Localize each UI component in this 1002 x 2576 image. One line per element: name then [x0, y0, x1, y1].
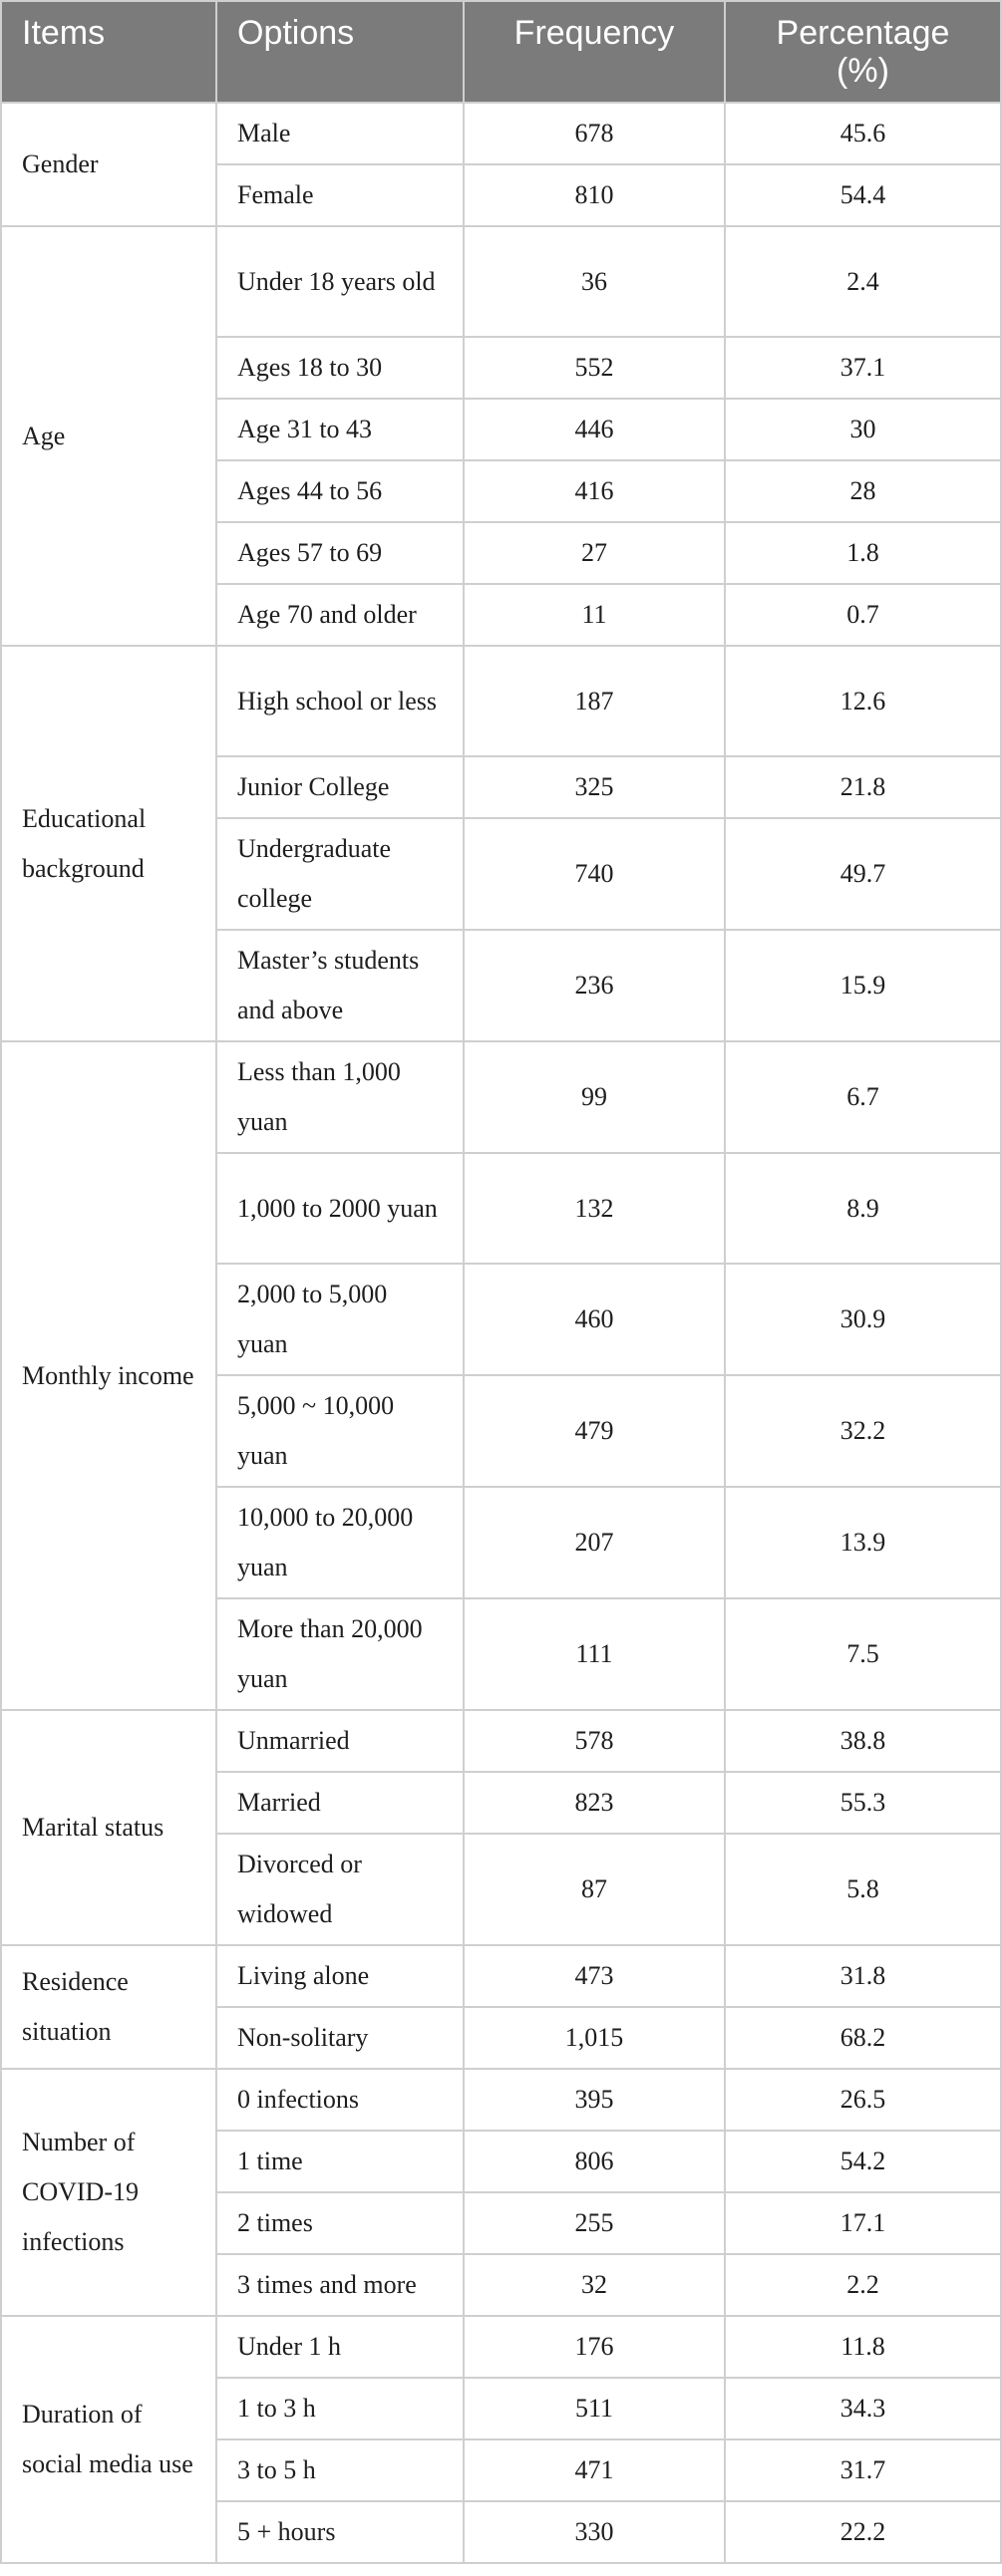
option-cell: 3 times and more: [216, 2254, 464, 2316]
option-cell: Age 70 and older: [216, 584, 464, 646]
option-cell: 5,000 ~ 10,000 yuan: [216, 1375, 464, 1487]
percentage-cell: 28: [725, 460, 1001, 522]
frequency-cell: 552: [464, 337, 725, 399]
frequency-cell: 99: [464, 1041, 725, 1153]
item-cell: Residence situation: [1, 1945, 216, 2069]
table-row: [1, 1945, 1001, 2007]
header-items: Items: [1, 1, 216, 103]
option-cell: Married: [216, 1772, 464, 1834]
option-cell: High school or less: [216, 646, 464, 756]
percentage-cell: 54.2: [725, 2131, 1001, 2192]
option-cell: Less than 1,000 yuan: [216, 1041, 464, 1153]
option-cell: 1 to 3 h: [216, 2378, 464, 2439]
percentage-cell: 54.4: [725, 164, 1001, 226]
percentage-cell: 31.7: [725, 2439, 1001, 2501]
option-cell: Undergraduate college: [216, 818, 464, 930]
option-cell: 3 to 5 h: [216, 2439, 464, 2501]
frequency-cell: 187: [464, 646, 725, 756]
table-body: [1, 103, 1001, 2563]
option-cell: Living alone: [216, 1945, 464, 2007]
percentage-cell: 0.7: [725, 584, 1001, 646]
frequency-cell: 87: [464, 1834, 725, 1945]
option-cell: Divorced or widowed: [216, 1834, 464, 1945]
percentage-cell: 38.8: [725, 1710, 1001, 1772]
percentage-cell: 49.7: [725, 818, 1001, 930]
header-row: [1, 1, 1001, 103]
percentage-cell: 68.2: [725, 2007, 1001, 2069]
frequency-cell: 11: [464, 584, 725, 646]
frequency-cell: 446: [464, 399, 725, 460]
item-cell: Educational background: [1, 646, 216, 1041]
frequency-cell: 325: [464, 756, 725, 818]
percentage-cell: 55.3: [725, 1772, 1001, 1834]
table-row: [1, 226, 1001, 337]
table-row: [1, 1710, 1001, 1772]
option-cell: Ages 18 to 30: [216, 337, 464, 399]
option-cell: 2 times: [216, 2192, 464, 2254]
percentage-cell: 13.9: [725, 1487, 1001, 1598]
item-cell: Age: [1, 226, 216, 646]
percentage-cell: 11.8: [725, 2316, 1001, 2378]
frequency-cell: 740: [464, 818, 725, 930]
percentage-cell: 2.2: [725, 2254, 1001, 2316]
option-cell: Under 1 h: [216, 2316, 464, 2378]
frequency-cell: 471: [464, 2439, 725, 2501]
percentage-cell: 15.9: [725, 930, 1001, 1041]
table-row: [1, 1041, 1001, 1153]
item-cell: Gender: [1, 103, 216, 226]
percentage-cell: 32.2: [725, 1375, 1001, 1487]
frequency-cell: 810: [464, 164, 725, 226]
frequency-cell: 395: [464, 2069, 725, 2131]
option-cell: More than 20,000 yuan: [216, 1598, 464, 1710]
option-cell: 5 + hours: [216, 2501, 464, 2563]
table-row: [1, 103, 1001, 164]
frequency-cell: 255: [464, 2192, 725, 2254]
option-cell: Unmarried: [216, 1710, 464, 1772]
table-row: [1, 2069, 1001, 2131]
header-frequency: Frequency: [464, 1, 725, 103]
percentage-cell: 2.4: [725, 226, 1001, 337]
frequency-cell: 678: [464, 103, 725, 164]
header-options: Options: [216, 1, 464, 103]
option-cell: 2,000 to 5,000 yuan: [216, 1264, 464, 1375]
option-cell: Junior College: [216, 756, 464, 818]
percentage-cell: 7.5: [725, 1598, 1001, 1710]
percentage-cell: 30.9: [725, 1264, 1001, 1375]
option-cell: Age 31 to 43: [216, 399, 464, 460]
option-cell: Under 18 years old: [216, 226, 464, 337]
percentage-cell: 22.2: [725, 2501, 1001, 2563]
frequency-cell: 27: [464, 522, 725, 584]
frequency-cell: 578: [464, 1710, 725, 1772]
option-cell: 0 infections: [216, 2069, 464, 2131]
percentage-cell: 26.5: [725, 2069, 1001, 2131]
percentage-cell: 6.7: [725, 1041, 1001, 1153]
percentage-cell: 37.1: [725, 337, 1001, 399]
frequency-cell: 806: [464, 2131, 725, 2192]
option-cell: 1 time: [216, 2131, 464, 2192]
frequency-cell: 330: [464, 2501, 725, 2563]
percentage-cell: 5.8: [725, 1834, 1001, 1945]
frequency-cell: 36: [464, 226, 725, 337]
option-cell: 10,000 to 20,000 yuan: [216, 1487, 464, 1598]
frequency-cell: 207: [464, 1487, 725, 1598]
option-cell: Male: [216, 103, 464, 164]
frequency-cell: 473: [464, 1945, 725, 2007]
frequency-cell: 176: [464, 2316, 725, 2378]
table-row: [1, 646, 1001, 756]
percentage-cell: 17.1: [725, 2192, 1001, 2254]
percentage-cell: 21.8: [725, 756, 1001, 818]
frequency-cell: 236: [464, 930, 725, 1041]
percentage-cell: 31.8: [725, 1945, 1001, 2007]
table-row: [1, 2316, 1001, 2378]
item-cell: Number of COVID-19 infections: [1, 2069, 216, 2316]
frequency-cell: 111: [464, 1598, 725, 1710]
item-cell: Duration of social media use: [1, 2316, 216, 2563]
frequency-cell: 511: [464, 2378, 725, 2439]
frequency-cell: 479: [464, 1375, 725, 1487]
percentage-cell: 30: [725, 399, 1001, 460]
frequency-cell: 132: [464, 1153, 725, 1264]
percentage-cell: 45.6: [725, 103, 1001, 164]
frequency-cell: 823: [464, 1772, 725, 1834]
frequency-cell: 460: [464, 1264, 725, 1375]
option-cell: 1,000 to 2000 yuan: [216, 1153, 464, 1264]
item-cell: Marital status: [1, 1710, 216, 1945]
frequency-cell: 32: [464, 2254, 725, 2316]
percentage-cell: 1.8: [725, 522, 1001, 584]
percentage-cell: 34.3: [725, 2378, 1001, 2439]
option-cell: Female: [216, 164, 464, 226]
percentage-cell: 8.9: [725, 1153, 1001, 1264]
option-cell: Non-solitary: [216, 2007, 464, 2069]
item-cell: Monthly income: [1, 1041, 216, 1710]
percentage-cell: 12.6: [725, 646, 1001, 756]
header-percentage: Percentage (%): [725, 1, 1001, 103]
option-cell: Master’s students and above: [216, 930, 464, 1041]
frequency-cell: 1,015: [464, 2007, 725, 2069]
frequency-cell: 416: [464, 460, 725, 522]
option-cell: Ages 44 to 56: [216, 460, 464, 522]
option-cell: Ages 57 to 69: [216, 522, 464, 584]
